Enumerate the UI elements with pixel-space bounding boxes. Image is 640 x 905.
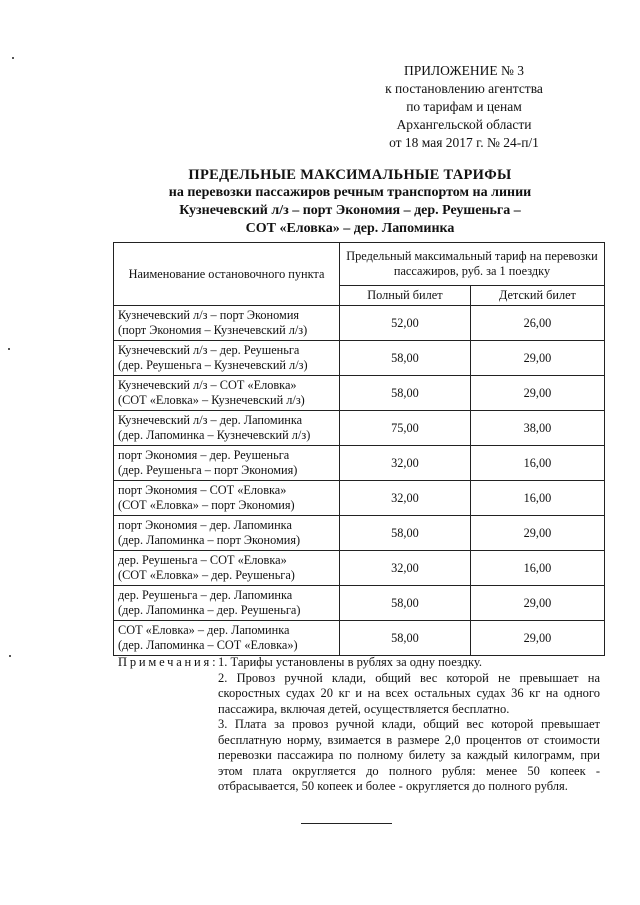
stop-route-reverse: (дер. Реушеньга – Кузнечевский л/з) [118, 358, 308, 372]
child-fare-cell: 29,00 [470, 586, 604, 621]
table-row [114, 481, 605, 516]
full-fare-cell: 58,00 [340, 376, 471, 411]
stop-route-reverse: (дер. Лапоминка – порт Экономия) [118, 533, 301, 547]
scan-speck [12, 57, 14, 59]
document-subtitle: СОТ «Еловка» – дер. Лапоминка [245, 221, 455, 236]
note-item: 3. Плата за провоз ручной клади, общий вес которой превышает бесплатную норму, взимается в размере 2,0 процентов от стоимости перевозки пассажира по полному билету за каждый килограмм, при этом плата округляется до полного рубля: менее 50 копеек - отбрасывается, 50 копеек и более - округляется до полного рубля. [218, 717, 600, 793]
stop-route-reverse: (дер. Реушеньга – порт Экономия) [118, 463, 298, 477]
column-header-stop: Наименование остановочного пункта [114, 243, 340, 306]
column-header-full: Полный билет [340, 286, 471, 306]
document-heading [60, 166, 640, 238]
stop-route-reverse: (дер. Лапоминка – Кузнечевский л/з) [118, 428, 311, 442]
notes-block [218, 655, 600, 795]
stop-route-reverse: (СОТ «Еловка» – порт Экономия) [118, 498, 295, 512]
child-fare-cell: 29,00 [470, 341, 604, 376]
note-item: 1. Тарифы установлены в рублях за одну поездку. [218, 655, 482, 669]
table-row [114, 411, 605, 446]
column-header-tariff: Предельный максимальный тариф на перевозки пассажиров, руб. за 1 поездку [340, 243, 605, 286]
stop-route: порт Экономия – дер. Реушеньга [118, 448, 290, 462]
stop-name-cell [114, 446, 340, 481]
full-fare-cell: 32,00 [340, 446, 471, 481]
table-row [114, 586, 605, 621]
full-fare-cell: 58,00 [340, 516, 471, 551]
full-fare-cell: 52,00 [340, 306, 471, 341]
full-fare-cell: 58,00 [340, 586, 471, 621]
document-title: ПРЕДЕЛЬНЫЕ МАКСИМАЛЬНЫЕ ТАРИФЫ [188, 167, 512, 183]
document-subtitle: Кузнечевский л/з – порт Экономия – дер. Реушеньга – [179, 203, 521, 218]
scan-speck [9, 655, 11, 657]
appendix-block [330, 62, 598, 152]
stop-name-cell [114, 341, 340, 376]
stop-name-cell [114, 551, 340, 586]
stop-route: Кузнечевский л/з – порт Экономия [118, 308, 300, 322]
table-row [114, 551, 605, 586]
stop-name-cell [114, 516, 340, 551]
child-fare-cell: 16,00 [470, 446, 604, 481]
child-fare-cell: 29,00 [470, 621, 604, 656]
full-fare-cell: 75,00 [340, 411, 471, 446]
appendix-line: к постановлению агентства [385, 81, 543, 96]
stop-route-reverse: (СОТ «Еловка» – Кузнечевский л/з) [118, 393, 305, 407]
stop-route: СОТ «Еловка» – дер. Лапоминка [118, 623, 290, 637]
stop-route-reverse: (порт Экономия – Кузнечевский л/з) [118, 323, 308, 337]
stop-name-cell [114, 586, 340, 621]
child-fare-cell: 29,00 [470, 376, 604, 411]
child-fare-cell: 16,00 [470, 481, 604, 516]
stop-route: дер. Реушеньга – дер. Лапоминка [118, 588, 293, 602]
stop-route: Кузнечевский л/з – дер. Лапоминка [118, 413, 303, 427]
notes-label: Примечания: [118, 655, 219, 669]
tariff-table [113, 242, 605, 656]
stop-route: порт Экономия – дер. Лапоминка [118, 518, 292, 532]
appendix-date: от 18 мая 2017 г. № 24-п/1 [389, 135, 539, 150]
full-fare-cell: 32,00 [340, 481, 471, 516]
stop-name-cell [114, 481, 340, 516]
stop-name-cell [114, 411, 340, 446]
appendix-line: Архангельской области [396, 117, 532, 132]
table-row [114, 376, 605, 411]
stop-route-reverse: (дер. Лапоминка – дер. Реушеньга) [118, 603, 301, 617]
full-fare-cell: 32,00 [340, 551, 471, 586]
stop-route: дер. Реушеньга – СОТ «Еловка» [118, 553, 287, 567]
stop-name-cell [114, 376, 340, 411]
table-row [114, 516, 605, 551]
full-fare-cell: 58,00 [340, 341, 471, 376]
child-fare-cell: 29,00 [470, 516, 604, 551]
child-fare-cell: 26,00 [470, 306, 604, 341]
appendix-title: ПРИЛОЖЕНИЕ № 3 [403, 63, 525, 78]
full-fare-cell: 58,00 [340, 621, 471, 656]
table-row [114, 446, 605, 481]
stop-route: Кузнечевский л/з – СОТ «Еловка» [118, 378, 297, 392]
stop-route-reverse: (дер. Лапоминка – СОТ «Еловка») [118, 638, 298, 652]
table-row [114, 621, 605, 656]
stop-route: Кузнечевский л/з – дер. Реушеньга [118, 343, 300, 357]
table-row [114, 341, 605, 376]
child-fare-cell: 16,00 [470, 551, 604, 586]
closing-rule [301, 823, 392, 824]
stop-name-cell [114, 306, 340, 341]
note-item: 2. Провоз ручной клади, общий вес которой не превышает на скоростных судах 20 кг и на всех остальных судах 36 кг на одного пассажира, включая детей, осуществляется бесплатно. [218, 670, 600, 716]
stop-name-cell [114, 621, 340, 656]
child-fare-cell: 38,00 [470, 411, 604, 446]
appendix-line: по тарифам и ценам [406, 99, 522, 114]
document-subtitle: на перевозки пассажиров речным транспортом на линии [168, 185, 532, 200]
table-row [114, 306, 605, 341]
scan-speck [8, 348, 10, 350]
stop-route-reverse: (СОТ «Еловка» – дер. Реушеньга) [118, 568, 295, 582]
stop-route: порт Экономия – СОТ «Еловка» [118, 483, 287, 497]
column-header-child: Детский билет [470, 286, 604, 306]
